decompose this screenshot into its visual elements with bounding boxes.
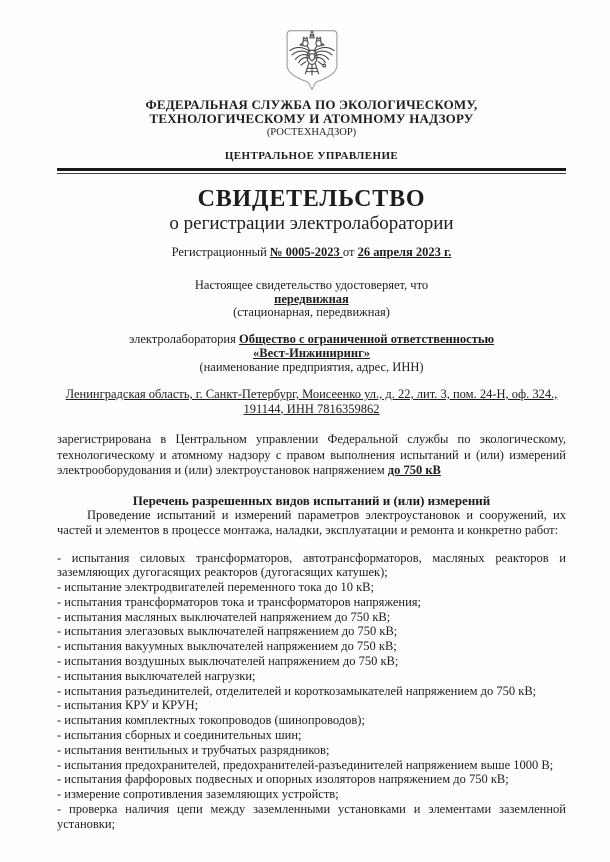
list-item: - испытание электродвигателей переменного тока до 10 кВ; — [57, 580, 374, 595]
list-item: - испытания выключателей нагрузки; — [57, 668, 256, 683]
permitted-tests-heading: Перечень разрешенных видов испытаний и (или) измерений — [132, 492, 491, 508]
list-item: - испытания комплектных токопроводов (шинопроводов); — [57, 713, 365, 728]
agency-name-line1: ФЕДЕРАЛЬНАЯ СЛУЖБА ПО ЭКОЛОГИЧЕСКОМУ, — [145, 97, 478, 112]
org-name-line1: Общество с ограниченной ответственностью — [238, 332, 495, 346]
document-subtitle: о регистрации электролаборатории — [169, 213, 454, 234]
list-item: - испытания фарфоровых подвесных и опорных изоляторов напряжением до 750 кВ; — [57, 772, 509, 787]
registration-date: 26 апреля 2023 г. — [357, 245, 452, 259]
org-address: Ленинградская область, г. Санкт-Петербург, Моисеенко ул., д. 22, лит. 3, пом. 24-Н, оф. 324., 191144, ИНН 7816359862 — [65, 387, 558, 416]
lab-type-hint: (стационарная, передвижная) — [233, 305, 390, 319]
org-name-hint: (наименование предприятия, адрес, ИНН) — [199, 360, 424, 374]
list-item: - испытания трансформаторов тока и трансформаторов напряжения; — [57, 594, 422, 609]
list-item: - испытания предохранителей, предохранителей-разъединителей напряжением выше 1000 В; — [57, 757, 554, 772]
russian-coat-of-arms-icon — [284, 29, 340, 91]
list-item: - испытания вентильных и трубчатых разрядников; — [57, 742, 330, 757]
list-item: - испытания элегазовых выключателей напряжением до 750 кВ; — [57, 624, 398, 639]
permitted-tests-list — [57, 551, 566, 832]
agency-short-name: (РОСТЕХНАДЗОР) — [266, 127, 357, 138]
registration-line — [57, 245, 566, 259]
document-title: СВИДЕТЕЛЬСТВО — [197, 186, 426, 212]
list-item: - испытания КРУ и КРУН; — [57, 698, 199, 713]
registered-paragraph — [57, 432, 566, 479]
registration-middle: от — [342, 245, 358, 259]
lab-type-value: передвижная — [274, 292, 349, 306]
list-item: - проверка наличия цепи между заземленными установками и элементами заземленной установки; — [57, 802, 566, 831]
list-item: - испытания масляных выключателей напряжением до 750 кВ; — [57, 609, 391, 624]
registration-prefix: Регистрационный — [171, 245, 270, 259]
registered-text: зарегистрирована в Центральном управлении Федеральной службы по экологическому, технологическому и атомному надзору с правом выполнения испытаний и (или) измерений электрооборудования и (или) электроустановок напряжением — [57, 432, 566, 477]
voltage-value: до 750 кВ — [387, 463, 441, 477]
list-item: - испытания силовых трансформаторов, автотрансформаторов, масляных реакторов и заземляющих дугогасящих реакторов (дугогасящих катушек); — [57, 550, 566, 580]
registration-number: № 0005-2023 — [269, 245, 343, 259]
agency-name-line2: ТЕХНОЛОГИЧЕСКОМУ И АТОМНОМУ НАДЗОРУ — [149, 111, 474, 126]
org-name-line2: «Вест-Инжиниринг» — [252, 346, 371, 360]
list-item: - испытания вакуумных выключателей напряжением до 750 кВ; — [57, 639, 397, 654]
lab-label: электролаборатория — [128, 332, 239, 346]
list-item: - измерение сопротивления заземляющих устройств; — [57, 787, 339, 802]
list-item: - испытания воздушных выключателей напряжением до 750 кВ; — [57, 654, 399, 669]
certifies-intro: Настоящее свидетельство удостоверяет, что — [194, 278, 429, 292]
list-item: - испытания разъединителей, отделителей и короткозамыкателей напряжением до 750 кВ; — [57, 683, 537, 698]
department-name: ЦЕНТРАЛЬНОЕ УПРАВЛЕНИЕ — [224, 150, 399, 162]
lab-org-line — [57, 332, 566, 346]
header-divider — [57, 168, 566, 174]
list-item: - испытания сборных и соединительных шин; — [57, 728, 302, 743]
permitted-tests-intro: Проведение испытаний и измерений параметров электроустановок и сооружений, их частей и элементов в процессе монтажа, наладки, эксплуатации и ремонта и конкретно работ: — [57, 507, 566, 537]
